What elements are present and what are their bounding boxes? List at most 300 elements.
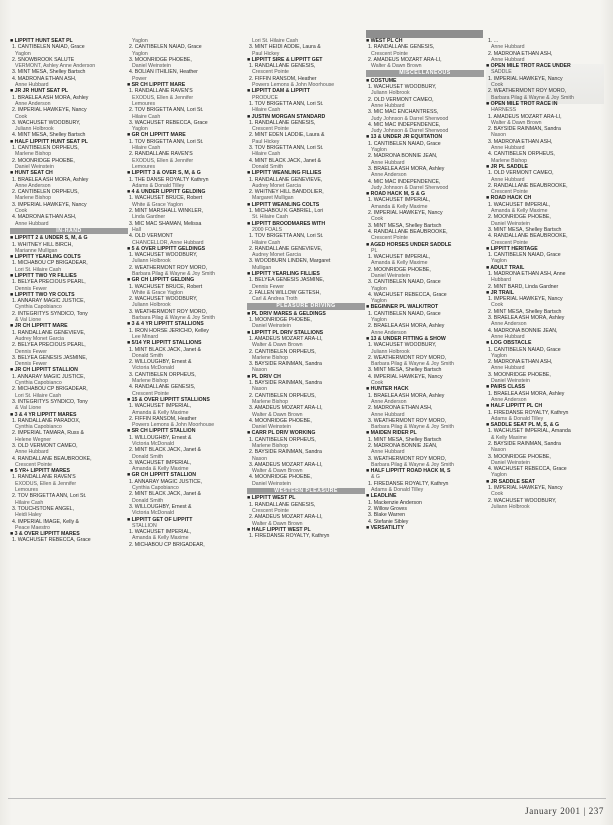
placing-line: 1. CANTIBELEN NAIAD, Grace (368, 140, 441, 147)
owner-line: Barbara Pilag & Wayne & Joy Smith (371, 424, 454, 431)
owner-line: Yaglon (132, 50, 148, 57)
placing-line: 2. MINT EDEN LADDIE, Laura & (249, 132, 325, 139)
owner-line: Amanda & Kelly Maxime (371, 260, 428, 267)
owner-line: Lemoures (15, 487, 39, 494)
placing-line: 3. CANTIBELEN ORPHEUS, (129, 371, 196, 378)
placing-line: 1. WACHUSET IMPERIAL, (368, 197, 431, 204)
placing-line: 1. RANDALLANE GENESIS, (249, 63, 316, 70)
placing-line: 2. RANDALLANE GENEVIEVE, (249, 245, 323, 252)
page-footer: January 2001 | 237 (525, 806, 604, 816)
owner-line: Adams & Donald Tilley (491, 415, 544, 422)
placing-line: 4. RANDALLANE BEAUBROOKE, (368, 228, 448, 235)
results-column-4 (366, 38, 484, 790)
placing-line: 4. WACHUSET REBECCA, Grace (368, 291, 447, 298)
owner-line: Walter & Dawn Brown (491, 119, 542, 126)
placing-line: 1. WACHUSET WOODBURY, (368, 84, 437, 91)
placing-line: 1. RANDALLANE GENESIS, (368, 44, 435, 51)
placing-line: 1. CANTIBELEN NAIAD, Grace (488, 346, 561, 353)
placing-line: 4. OLD VERMONT (129, 233, 173, 240)
placing-line: 1. RANDALLANE GENEVIEVE, (249, 176, 323, 183)
owner-line: Walter & Dawn Brown (371, 63, 422, 70)
placing-line: 1. WACHUSET IMPERIAL, (368, 254, 431, 261)
owner-line: Anne Hubbard (491, 145, 525, 152)
class-heading: ■ 5/14 YR LIPPITT STALLIONS (127, 340, 202, 347)
class-heading: ■ LIPPITT WEANLING FILLIES (247, 170, 322, 177)
class-heading: ■ LIPPITT SIRE & LIPPITT GET (247, 56, 323, 63)
placing-line: 1. WACHUSET WOODBURY, (368, 342, 437, 349)
placing-line: 2. BRAELEA ASH MORA, Ashley (368, 323, 445, 330)
placing-line: 1. MOONRIDGE PHOEBE, (249, 317, 312, 324)
placing-line: 2. IMPERIAL TAMARA, Russ & (12, 430, 84, 437)
owner-line: Marlene Bishop (252, 354, 289, 361)
placing-line: 1. RANDALLANE RAVEN'S (12, 474, 76, 481)
placing-line: 2. SNOWBROOK SALUTE (12, 56, 75, 63)
class-heading: ■ LIPPITT HERITAGE (486, 245, 538, 252)
class-heading: ■ 5 YR+ LIPPITT MARES (10, 468, 70, 475)
placing-line: 2. MOONRIDGE PHOEBE, (488, 214, 551, 221)
placing-line: 3. WEATHERMONT ROY MORO, (368, 455, 447, 462)
owner-line: Yaglon (491, 352, 507, 359)
placing-line: 1. MINT BLACK JACK, Janet & (129, 346, 201, 353)
class-heading: ■ JUSTIN MORGAN STANDARD (247, 113, 326, 120)
class-heading: ■ LIPPITT 2 & UNDER S, M, & G (10, 235, 88, 242)
owner-line: Donald Smith (132, 497, 164, 504)
owner-line: Daniel Weinstein (491, 459, 530, 466)
placing-line: 2. MADRONA ETHAN ASH, (368, 405, 433, 412)
placing-line: 1. RANDALLANE GENESIS, (249, 501, 316, 508)
class-heading: ■ PL DRIV MARES & GELDINGS (247, 310, 326, 317)
placing-line: 1. TOV BRIGETTA ANN, Lori St. (129, 138, 204, 145)
class-heading: ■ 13 & UNDER JR EQUITATION (366, 134, 443, 141)
owner-line: STALLION (132, 522, 157, 529)
placing-line: 1. RANDALLANE RAVEN'S (129, 88, 193, 95)
owner-line: Walter & Dawn Brown (252, 468, 303, 475)
owner-line: Cynthia Capobianco (132, 485, 179, 492)
placing-line: 3. BAYSIDE RAINMAN, Sandra (249, 361, 322, 368)
placing-line: 2. WEATHERMONT ROY MORO, (129, 264, 208, 271)
placing-line: 1. RANDALLANE GENESIS, (249, 119, 316, 126)
section-band: IN-HAND (10, 228, 128, 234)
placing-line: 3. MIC MAC ENCHANTRESS, (368, 109, 439, 116)
owner-line: Victoria McDonald (132, 365, 174, 372)
placing-line: 2. FIFFIN RANSOM, Heather (129, 415, 197, 422)
placing-line: 4. CANTIBELEN ORPHEUS, (488, 151, 555, 158)
owner-line: Daniel Weinstein (252, 323, 291, 330)
owner-line: CHANCELLOR, Anne Hubbard (132, 239, 204, 246)
section-band: WESTERN PLEASURE (247, 488, 365, 494)
owner-line: Judy Johnson & Darrel Sherwood (371, 184, 449, 191)
owner-line: Nason (252, 367, 267, 374)
placing-line: 1. AMADEUS MOZART ARA-LI, (488, 113, 562, 120)
owner-line: Marlene Bishop (15, 151, 52, 158)
owner-line: Lemoures (132, 163, 156, 170)
class-heading: ■ LIPPITT YEARLING FILLIES (247, 270, 320, 277)
owner-line: Nason (491, 132, 506, 139)
placing-line: 4. IMPERIAL IMAGE, Kelly & (12, 518, 79, 525)
owner-line: Carl & Andrea Troth (252, 296, 298, 303)
owner-line: Crescent Pointe (132, 390, 169, 397)
owner-line: Lemoures (132, 100, 156, 107)
owner-line: Juliann Holbrook (371, 90, 410, 97)
placing-line: 1. ANNARAY MAGIC JUSTICE, (129, 478, 203, 485)
placing-line: 3. WEATHERMONT ROY MORO, (368, 417, 447, 424)
owner-line: Lori St. Hilaire Cash (252, 38, 299, 44)
class-heading: ■ LIPPITT WEANLING COLTS (247, 201, 320, 208)
owner-line: Cook (491, 82, 504, 89)
placing-line: 3. BRAELEA ASH MORA, Ashley (368, 165, 445, 172)
placing-line: 1. CANTIBELEN NAIAD, Grace (368, 310, 441, 317)
owner-line: Anne Hubbard (491, 365, 525, 372)
owner-line: Walter & Dawn Brown (252, 342, 303, 349)
owner-line: Audrey Monet Garcia (15, 335, 65, 342)
class-heading: ■ HALF LIPPITT ROAD HACK M, S (366, 468, 451, 475)
placing-line: 3. Blake Warren (368, 512, 405, 519)
owner-line: Yaglon (371, 147, 387, 154)
owner-line: VERMONT, Ashley Anne Anderson (15, 63, 96, 70)
owner-line: Marlene Bishop (252, 398, 289, 405)
placing-line: 4. MADRONA ETHAN ASH, (12, 75, 77, 82)
placing-line: 4. MADRONA BONNIE JEAN, (488, 327, 558, 334)
class-heading: ■ VERSATILITY (366, 524, 404, 531)
class-heading: ■ OPEN MILE TROT RACE IN (486, 100, 558, 107)
class-heading: ■ JR SADDLE SEAT (486, 478, 535, 485)
class-heading: ■ JR JR HUNT SEAT PL (10, 88, 69, 95)
class-heading: ■ 13 & UNDER FITTING & SHOW (366, 335, 446, 342)
placing-line: 1. CANTIBELEN NAIAD, Grace (488, 252, 561, 259)
owner-line: Hilaire Cash (15, 499, 44, 506)
owner-line: SADDLE (491, 69, 512, 76)
class-heading: ■ MAIDEN RIDER PL (366, 430, 417, 437)
placing-line: 3. WEATHERMONT ROY MORO, (129, 308, 208, 315)
class-heading: ■ JR TRAIL (486, 289, 514, 296)
placing-line: 1. WACHUSET IMPERIAL, (129, 529, 192, 536)
placing-line: 1. BAYSIDE RAINMAN, Sandra (249, 380, 322, 387)
owner-line: Crescent Pointe (491, 189, 528, 196)
placing-line: 4. RANDALLANE BEAUBROOKE, (12, 455, 92, 462)
footer-rule (8, 798, 606, 799)
owner-line: Anne Hubbard (491, 56, 525, 63)
owner-line: Hilaire Cash (252, 151, 281, 158)
class-heading: ■ GR CH LIPPITT MARE (127, 132, 186, 139)
placing-line: 2. MADRONA ETHAN ASH, (488, 50, 553, 57)
placing-line: 2. BAYSIDE RAINMAN, Sandra (488, 441, 561, 447)
placing-line: 1. BRAELEA ASH MORA, Ashley (12, 94, 89, 101)
placing-line: 1. WHITNEY HILL BIRCH, (12, 241, 73, 248)
placing-line: 4. MIC MAC INDEPENDENCE, (368, 121, 441, 128)
placing-line: 2. FALLEN WILLOW GETESH, (249, 289, 321, 296)
class-heading: ■ 15 & OVER LIPPITT STALLIONS (127, 396, 210, 403)
owner-line: Nason (252, 386, 267, 393)
placing-line: 4. MOONRIDGE PHOEBE, (249, 417, 312, 424)
placing-line: 2. WILLOUGHBY, Ernest & (129, 359, 192, 366)
placing-line: 1. WACHUSET WOODBURY, (129, 252, 198, 259)
placing-line: 4. BOLIAN ITHILIEN, Heather (129, 69, 198, 76)
placing-line: 3. AMADEUS MOZART ARA-LI, (249, 461, 323, 468)
owner-line: Marlene Bishop (132, 378, 169, 385)
owner-line: Anne Hubbard (371, 102, 405, 109)
placing-line: 1. WACHUSET BRUCE, Robert (129, 195, 203, 202)
class-heading: ■ LIPPITT DAM & LIPPITT (247, 88, 311, 95)
owner-line: Juliann Holbrook (371, 348, 410, 355)
owner-line: Cook (491, 302, 504, 309)
owner-line: Marlene Bishop (252, 443, 289, 449)
owner-line: Anne Hubbard (491, 333, 525, 340)
owner-line: Hilaire Cash (132, 145, 161, 152)
placing-line: 1. WACHUSET IMPERIAL, (488, 201, 551, 208)
placing-line: 2. CANTIBELEN NAIAD, Grace (129, 44, 202, 51)
placing-line: 3. MINT HEIDI ADDIE, Laura & (249, 44, 321, 51)
owner-line: Daniel Weinstein (252, 480, 291, 487)
owner-line: Linda Gardner (132, 214, 166, 221)
owner-line: Mulligan (252, 264, 272, 271)
owner-line: Crescent Pointe (371, 50, 408, 57)
owner-line: Amanda & Kelly Maxime (132, 535, 189, 542)
owner-line: Nason (252, 455, 267, 462)
placing-line: 3. CANTIBELEN NAIAD, Grace (368, 279, 441, 286)
class-heading: ■ HALF LIPPITT WEST PL (247, 526, 311, 533)
placing-line: 3. INTEGRITYS SYNDICO, Tony (12, 398, 88, 405)
owner-line: Anne Anderson (371, 172, 407, 179)
owner-line: Yaglon (15, 50, 31, 57)
owner-line: Power (132, 75, 147, 82)
owner-line: Crescent Pointe (371, 235, 408, 242)
class-heading: ■ LIPPITT TWO YR COLTS (10, 291, 75, 298)
placing-line: 1. CANTIBELEN ORPHEUS, (12, 145, 79, 152)
placing-line: 2. MICHABOU CP BRIGADEAR, (12, 386, 88, 393)
owner-line: Victoria McDonald (132, 510, 174, 517)
placing-line: 2. TOV BRIGETTA ANN, Lori St. (12, 493, 87, 500)
owner-line: Yaglon (491, 258, 507, 265)
owner-line: Lori St. Hilaire Cash (15, 266, 62, 273)
placing-line: 1. BRAELEA ASH MORA, Ashley (488, 390, 565, 397)
placing-line: 1. IMPERIAL HAWKEYE, Nancy (488, 75, 563, 82)
owner-line: Dennis Fewer (15, 361, 48, 368)
owner-line: Anne Hubbard (15, 82, 49, 89)
owner-line: Anne Anderson (491, 396, 527, 403)
placing-line: 2. Willow Groves (368, 505, 407, 512)
owner-line: Anne Anderson (15, 182, 51, 189)
owner-line: Donald Smith (252, 163, 284, 170)
owner-line: Crescent Pointe (491, 239, 528, 246)
placing-line: 3. BRAELEA ASH MORA, Ashley (488, 315, 565, 322)
results-column-3 (247, 38, 365, 790)
placing-line: 4. MOONRIDGE PHOEBE, (249, 474, 312, 481)
owner-line: Yaglon (491, 472, 507, 479)
class-heading: ■ LIPPITT WEST PL (247, 495, 296, 502)
placing-line: 2. MADRONA BONNIE JEAN, (368, 153, 438, 160)
placing-line: 4. IMPERIAL HAWKEYE, Nancy (368, 373, 443, 380)
owner-line: Crescent Pointe (252, 126, 289, 133)
class-heading: ■ LIPPITT YEARLING COLTS (10, 254, 81, 261)
class-heading: ■ 3 & 4 YR LIPPITT MARES (10, 411, 77, 418)
placing-line: 1. FIREDANSE ROYALTY, Kathryn (249, 533, 330, 540)
owner-line: White & Grace Yaglon (132, 201, 183, 208)
class-heading: ■ 5 & OVER LIPPITT GELDINGS (127, 245, 206, 252)
owner-line: Heidi Haley (15, 512, 42, 519)
results-column-5 (486, 38, 604, 790)
placing-line: 1. IMPERIAL HAWKEYE, Nancy (488, 296, 563, 303)
placing-line: 4. RANDALLANE GENESIS, (129, 384, 196, 391)
owner-line: Juliann Holbrook (132, 302, 171, 309)
owner-line: Daniel Weinstein (491, 378, 530, 385)
owner-line: & Val Lione (15, 405, 42, 412)
owner-line: Anne Hubbard (491, 44, 525, 51)
placing-line: 2. RANDALLANE RAVEN'S (129, 151, 193, 158)
owner-line: Amanda & Kelly Maxime (132, 466, 189, 473)
class-heading: ■ GR CH LIPPITT STALLION (127, 472, 197, 479)
owner-line: Dennis Fewer (15, 285, 48, 292)
class-heading: ■ SADDLE SEAT PL M, S, & G (486, 422, 559, 429)
placing-line: 2. CANTIBELEN ORPHEUS, (12, 189, 79, 196)
placing-line: 3. MINT MESA, Shelley Bartsch (12, 69, 86, 76)
owner-line: Cook (371, 380, 384, 387)
placing-line: 3. MADRONA ETHAN ASH, (488, 138, 553, 145)
placing-line: 3. MOONRIDGE PHOEBE, (488, 453, 551, 460)
placing-line: 4. RANDALLANE BEAUBROOKE, (488, 233, 568, 240)
owner-line: Amanda & Kelly Maxime (491, 208, 548, 215)
placing-line: 3. IMPERIAL HAWKEYE, Nancy (12, 201, 87, 208)
class-heading: ■ JR PL SADDLE (486, 163, 528, 170)
placing-line: 1. Mackenzie Anderson (368, 499, 422, 506)
placing-line: 2. OLD VERMONT CAMEO, (368, 96, 434, 103)
owner-line: St. Hilaire Cash (252, 214, 289, 221)
placing-line: 1. WILLOUGHBY, Ernest & (129, 434, 192, 441)
owner-line: & G (371, 474, 380, 481)
class-heading: ■ JR CH LIPPITT STALLION (10, 367, 78, 374)
section-band: MISCELLANEOUS (366, 70, 484, 76)
owner-line: Donald Smith (132, 453, 164, 460)
placing-line: 1. ... (488, 38, 499, 44)
class-heading: ■ 3 & 4 YR LIPPITT STALLIONS (127, 321, 204, 328)
class-heading: ■ AGED HORSES UNDER SADDLE (366, 241, 452, 248)
placing-line: 2. RANDALLANE BEAUBROOKE, (488, 182, 568, 189)
class-heading: ■ SR CH LIPPITT STALLION (127, 428, 196, 435)
owner-line: Amanda & Kelly Maxime (132, 409, 189, 416)
owner-line: Daniel Weinstein (132, 63, 171, 70)
results-column-1 (10, 38, 128, 790)
placing-line: 2. MINT BARD, Linda Gardner (488, 283, 559, 290)
placing-line: 3. BELYEA GENESIS JASMINE, (12, 354, 88, 361)
class-heading: ■ LIPPITT HUNT SEAT PL (10, 38, 73, 44)
placing-line: 1. IMPERIAL HAWKEYE, Nancy (488, 485, 563, 492)
owner-line: Cynthia Capobianco (15, 304, 62, 311)
owner-line: White & Grace Yaglon (132, 289, 183, 296)
placing-line: 4. WACHUSET REBECCA, Grace (488, 466, 567, 473)
owner-line: Hilaire Cash (252, 107, 281, 114)
owner-line: HARNESS (491, 107, 517, 114)
owner-line: Barbara Pilag & Wayne & Joy Smith (371, 461, 454, 468)
class-heading: ■ LIPPITT BROODMARES WITH (247, 220, 326, 227)
owner-line: EXODUS, Ellen & Jennifer (132, 94, 194, 101)
class-heading: ■ LOG OBSTACLE (486, 340, 532, 347)
placing-line: 2. WEATHERMONT ROY MORO, (368, 354, 447, 361)
class-heading: ■ OPEN MILE TROT RACE UNDER (486, 63, 571, 70)
owner-line: Marlene Bishop (15, 195, 52, 202)
placing-line: 2. MOONRIDGE PHOEBE, (368, 266, 431, 273)
class-heading: ■ PAIRS CLASS (486, 384, 526, 391)
placing-line: 1. THE DANSE ROYALTY Kathryn (129, 176, 209, 183)
class-heading: ■ GR CH LIPPITT GELDING (127, 277, 195, 284)
owner-line: Anne Anderson (491, 321, 527, 328)
class-heading: ■ SR CH LIPPITT MARE (127, 82, 186, 89)
placing-line: 3. MOONRIDGE PHOEBE, (129, 56, 192, 63)
placing-line: 3. MOONRIDGE PHOEBE, (488, 371, 551, 378)
placing-line: 1. BELYEA PRECIOUS PEARL, (12, 279, 86, 286)
placing-line: 2. AMADEUS MOZART ARA-LI, (368, 56, 442, 63)
owner-line: Hall (132, 226, 141, 233)
owner-line: Barbara Pilag & Wayne & Joy Smith (491, 94, 574, 101)
owner-line: Anne Hubbard (15, 449, 49, 456)
placing-line: 4. MINT BLACK JACK, Janet & (249, 157, 321, 164)
class-heading: ■ HALF LIPPITT HUNT SEAT PL (10, 138, 88, 145)
placing-line: 4. MADRONA ETHAN ASH, (12, 214, 77, 221)
placing-line: 1. BRAELEA ASH MORA, Ashley (368, 392, 445, 399)
placing-line: 1. TOV BRIGETTA ANN, Lori St. (249, 233, 324, 240)
owner-line: Daniel Weinstein (15, 163, 54, 170)
placing-line: 3. MIC MAC SHAMAN, Melissa (129, 220, 202, 227)
owner-line: Judy Johnson & Darrel Sherwood (371, 115, 449, 122)
owner-line: Anne Hubbard (371, 159, 405, 166)
owner-line: Lee Minard (132, 333, 158, 340)
placing-line: 1. RANDALLANE GENEVIEVE, (12, 329, 86, 336)
class-heading: ■ 3 & OVER LIPPITT MARES (10, 531, 80, 538)
owner-line: Donald Smith (132, 352, 164, 359)
placing-line: 1. CANTIBELEN NAIAD, Grace (12, 44, 85, 51)
placing-line: 3. TOV BRIGETTA ANN, Lori St. (249, 145, 324, 152)
owner-line: Anne Hubbard (15, 220, 49, 227)
owner-line: Anne Anderson (371, 329, 407, 336)
placing-line: 3. WILLOUGHBY, Ernest & (129, 503, 192, 510)
owner-line: Dennis Fewer (15, 348, 48, 355)
owner-line: Paul Hickey (252, 138, 280, 145)
placing-line: 2. MINT MARSHALL WINKLER, (129, 208, 204, 215)
owner-line: Adams & Donald Tilley (371, 487, 424, 494)
owner-line: Powers Lemons & John Moorhouse (132, 422, 215, 429)
placing-line: 2. MINT BLACK JACK, Janet & (129, 491, 201, 498)
class-heading: ■ LEADLINE (366, 493, 397, 500)
owner-line: Anne Anderson (371, 398, 407, 405)
placing-line: 1. BRAELEA ASH MORA, Ashley (12, 176, 89, 183)
owner-line: & Kelly Maxime (491, 434, 527, 441)
placing-line: 2. IMPERIAL HAWKEYE, Nancy (12, 107, 87, 114)
owner-line: Powers Lemons & John Moorhouse (252, 82, 335, 89)
owner-line: Anne Hubbard (371, 449, 405, 456)
owner-line: Yaglon (371, 298, 387, 305)
placing-line: 2. CANTIBELEN ORPHEUS, (249, 348, 316, 355)
placing-line: 1. WACHUSET BRUCE, Robert (129, 283, 203, 290)
owner-line: Cook (15, 113, 28, 120)
placing-line: 1. FIREDANSE ROYALTY, Kathryn (368, 480, 449, 487)
placing-line: 3. MINT MESA, Shelley Bartsch (488, 226, 562, 233)
placing-line: 1. RANDALLANE PARADOX, (12, 417, 81, 424)
section-header-strip (366, 30, 483, 38)
owner-line: Juliann Holbrook (15, 126, 54, 133)
placing-line: 3. TOUCHSTONE ANGEL, (12, 505, 74, 512)
class-heading: ■ ROAD HACK M, S & G (366, 191, 426, 198)
placing-line: 2. WACHUSET WOODBURY, (488, 497, 557, 504)
owner-line: Audrey Monet Garcia (252, 252, 302, 259)
placing-line: 2. BELYEA PRECIOUS PEARL, (12, 342, 86, 349)
class-heading: ■ PL DRIV CH (247, 373, 281, 380)
placing-line: 4. MINT MESA, Shelley Bartsch (12, 132, 86, 139)
owner-line: Anne Anderson (15, 100, 51, 107)
placing-line: 1. MICHABOU K GABRIEL, Lori (249, 208, 324, 215)
placing-line: 3. OLD VERMONT CAMEO, (12, 443, 78, 449)
placing-line: 1. TOV BRIGETTA ANN, Lori St. (249, 100, 324, 107)
owner-line: Barbara Pilag & Wayne & Joy Smith (371, 361, 454, 368)
owner-line: Peace Maestro (15, 524, 50, 531)
placing-line: 2. WACHUSET WOODBURY, (129, 296, 198, 303)
